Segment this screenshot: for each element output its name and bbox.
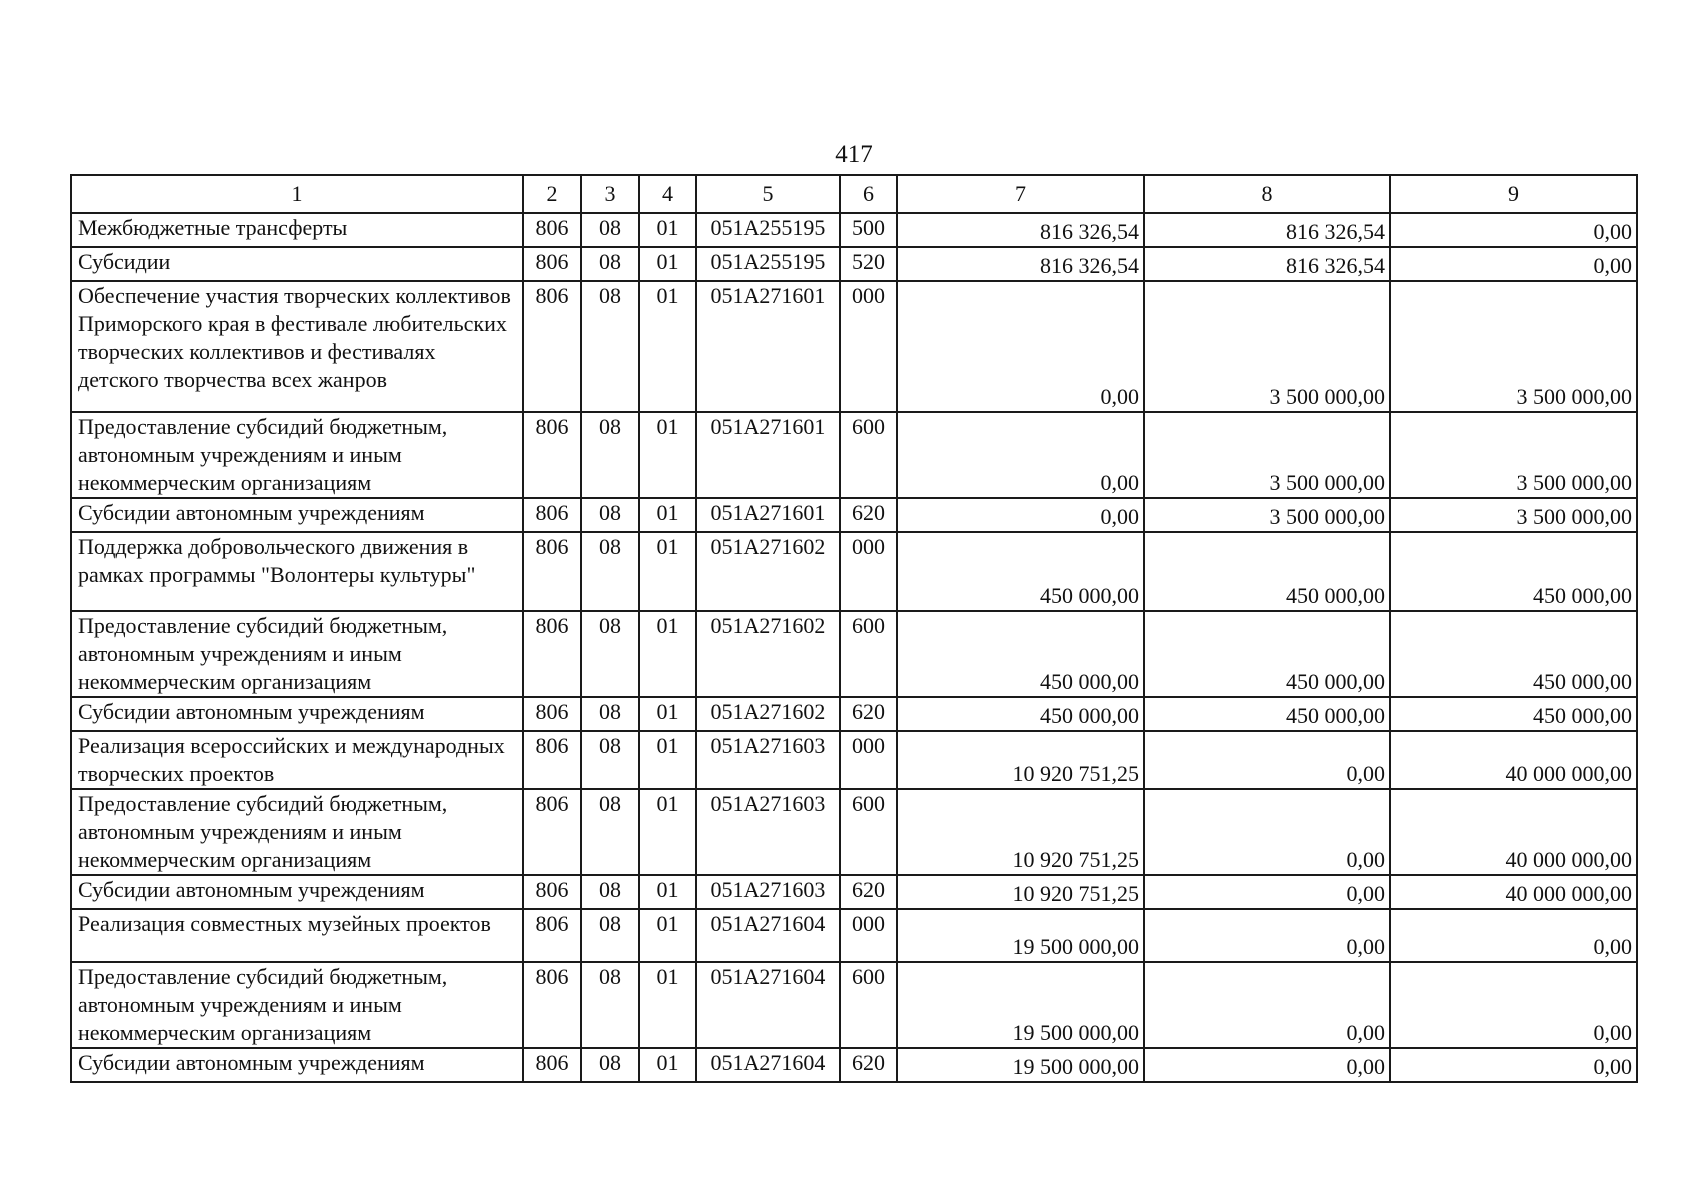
row-amount-8-cell: 3 500 000,00 [1144, 281, 1390, 412]
row-section-cell: 08 [581, 412, 639, 498]
row-section-cell: 08 [581, 213, 639, 247]
row-target-article-cell: 051A271601 [696, 498, 840, 532]
row-expense-type-cell: 500 [840, 213, 897, 247]
column-header: 2 [523, 175, 581, 213]
row-amount-7-cell: 19 500 000,00 [897, 1048, 1144, 1082]
row-code-cell: 806 [523, 1048, 581, 1082]
table-row [71, 962, 1637, 1048]
row-amount-8-cell: 0,00 [1144, 962, 1390, 1048]
row-amount-8-cell: 450 000,00 [1144, 532, 1390, 611]
row-amount-9-cell: 0,00 [1390, 247, 1637, 281]
row-section-cell: 08 [581, 1048, 639, 1082]
row-amount-9-cell: 450 000,00 [1390, 532, 1637, 611]
row-amount-8-cell: 3 500 000,00 [1144, 412, 1390, 498]
row-amount-7-cell: 19 500 000,00 [897, 909, 1144, 962]
row-amount-8-cell: 816 326,54 [1144, 213, 1390, 247]
table-row [71, 875, 1637, 909]
row-amount-8-cell: 0,00 [1144, 909, 1390, 962]
table-row [71, 789, 1637, 875]
row-target-article-cell: 051A271601 [696, 412, 840, 498]
row-section-cell: 08 [581, 909, 639, 962]
column-header: 9 [1390, 175, 1637, 213]
row-amount-8-cell: 0,00 [1144, 875, 1390, 909]
row-amount-9-cell: 40 000 000,00 [1390, 789, 1637, 875]
page-number: 417 [835, 141, 873, 168]
row-expense-type-cell: 620 [840, 498, 897, 532]
row-subsection-cell: 01 [639, 213, 696, 247]
row-section-cell: 08 [581, 532, 639, 611]
row-amount-9-cell: 0,00 [1390, 1048, 1637, 1082]
row-code-cell: 806 [523, 532, 581, 611]
row-amount-7-cell: 450 000,00 [897, 611, 1144, 697]
row-code-cell: 806 [523, 498, 581, 532]
row-subsection-cell: 01 [639, 731, 696, 789]
row-subsection-cell: 01 [639, 789, 696, 875]
column-header: 7 [897, 175, 1144, 213]
row-expense-type-cell: 600 [840, 962, 897, 1048]
row-target-article-cell: 051A271603 [696, 731, 840, 789]
row-name-cell: Субсидии автономным учреждениям [71, 875, 523, 909]
row-expense-type-cell: 620 [840, 875, 897, 909]
table-row [71, 611, 1637, 697]
row-name-cell: Предоставление субсидий бюджетным, автономным учреждениям и иным некоммерческим организациям [71, 789, 523, 875]
table-row [71, 731, 1637, 789]
row-target-article-cell: 051A271602 [696, 532, 840, 611]
row-amount-8-cell: 0,00 [1144, 731, 1390, 789]
column-header: 1 [71, 175, 523, 213]
row-amount-7-cell: 450 000,00 [897, 532, 1144, 611]
row-name-cell: Предоставление субсидий бюджетным, автономным учреждениям и иным некоммерческим организациям [71, 412, 523, 498]
row-section-cell: 08 [581, 247, 639, 281]
row-name-cell: Поддержка добровольческого движения в рамках программы "Волонтеры культуры" [71, 532, 523, 611]
row-subsection-cell: 01 [639, 909, 696, 962]
row-expense-type-cell: 000 [840, 281, 897, 412]
row-code-cell: 806 [523, 731, 581, 789]
row-name-cell: Субсидии автономным учреждениям [71, 498, 523, 532]
row-code-cell: 806 [523, 611, 581, 697]
row-expense-type-cell: 600 [840, 789, 897, 875]
row-amount-9-cell: 450 000,00 [1390, 697, 1637, 731]
row-code-cell: 806 [523, 412, 581, 498]
row-target-article-cell: 051A255195 [696, 213, 840, 247]
row-expense-type-cell: 000 [840, 532, 897, 611]
row-expense-type-cell: 620 [840, 697, 897, 731]
table-row [71, 247, 1637, 281]
column-header: 6 [840, 175, 897, 213]
row-subsection-cell: 01 [639, 247, 696, 281]
table-body [71, 213, 1637, 1082]
row-amount-7-cell: 816 326,54 [897, 213, 1144, 247]
row-target-article-cell: 051A271601 [696, 281, 840, 412]
row-target-article-cell: 051A271604 [696, 909, 840, 962]
row-code-cell: 806 [523, 962, 581, 1048]
row-name-cell: Предоставление субсидий бюджетным, автономным учреждениям и иным некоммерческим организациям [71, 611, 523, 697]
row-code-cell: 806 [523, 281, 581, 412]
table-row [71, 532, 1637, 611]
row-amount-7-cell: 0,00 [897, 281, 1144, 412]
row-subsection-cell: 01 [639, 962, 696, 1048]
row-expense-type-cell: 620 [840, 1048, 897, 1082]
row-amount-8-cell: 450 000,00 [1144, 697, 1390, 731]
row-expense-type-cell: 600 [840, 611, 897, 697]
row-amount-7-cell: 19 500 000,00 [897, 962, 1144, 1048]
column-header: 4 [639, 175, 696, 213]
row-section-cell: 08 [581, 281, 639, 412]
row-amount-7-cell: 0,00 [897, 498, 1144, 532]
row-amount-9-cell: 0,00 [1390, 213, 1637, 247]
row-target-article-cell: 051A271603 [696, 875, 840, 909]
row-target-article-cell: 051A271604 [696, 962, 840, 1048]
row-amount-7-cell: 450 000,00 [897, 697, 1144, 731]
row-amount-9-cell: 40 000 000,00 [1390, 731, 1637, 789]
row-code-cell: 806 [523, 247, 581, 281]
row-amount-8-cell: 816 326,54 [1144, 247, 1390, 281]
row-section-cell: 08 [581, 731, 639, 789]
row-amount-9-cell: 3 500 000,00 [1390, 281, 1637, 412]
table-row [71, 498, 1637, 532]
row-target-article-cell: 051A255195 [696, 247, 840, 281]
column-header: 5 [696, 175, 840, 213]
row-amount-9-cell: 0,00 [1390, 962, 1637, 1048]
row-name-cell: Реализация всероссийских и международных творческих проектов [71, 731, 523, 789]
row-code-cell: 806 [523, 909, 581, 962]
row-subsection-cell: 01 [639, 697, 696, 731]
row-amount-7-cell: 10 920 751,25 [897, 731, 1144, 789]
row-amount-7-cell: 10 920 751,25 [897, 875, 1144, 909]
row-amount-8-cell: 450 000,00 [1144, 611, 1390, 697]
row-target-article-cell: 051A271602 [696, 611, 840, 697]
column-header: 3 [581, 175, 639, 213]
row-amount-9-cell: 0,00 [1390, 909, 1637, 962]
row-name-cell: Межбюджетные трансферты [71, 213, 523, 247]
row-target-article-cell: 051A271603 [696, 789, 840, 875]
table-row [71, 213, 1637, 247]
row-amount-7-cell: 10 920 751,25 [897, 789, 1144, 875]
row-subsection-cell: 01 [639, 875, 696, 909]
row-name-cell: Субсидии [71, 247, 523, 281]
row-expense-type-cell: 000 [840, 909, 897, 962]
row-amount-7-cell: 816 326,54 [897, 247, 1144, 281]
budget-table [70, 174, 1638, 1083]
row-code-cell: 806 [523, 213, 581, 247]
row-code-cell: 806 [523, 875, 581, 909]
row-expense-type-cell: 000 [840, 731, 897, 789]
row-amount-8-cell: 0,00 [1144, 789, 1390, 875]
table-row [71, 281, 1637, 412]
row-name-cell: Обеспечение участия творческих коллективов Приморского края в фестивале любительских творческих коллективов и фестивалях детского творчества всех жанров [71, 281, 523, 412]
row-amount-9-cell: 40 000 000,00 [1390, 875, 1637, 909]
row-section-cell: 08 [581, 875, 639, 909]
row-amount-8-cell: 0,00 [1144, 1048, 1390, 1082]
table-row [71, 1048, 1637, 1082]
table-row [71, 909, 1637, 962]
row-code-cell: 806 [523, 789, 581, 875]
row-amount-8-cell: 3 500 000,00 [1144, 498, 1390, 532]
row-name-cell: Субсидии автономным учреждениям [71, 1048, 523, 1082]
row-amount-9-cell: 3 500 000,00 [1390, 498, 1637, 532]
row-name-cell: Реализация совместных музейных проектов [71, 909, 523, 962]
row-subsection-cell: 01 [639, 281, 696, 412]
row-target-article-cell: 051A271604 [696, 1048, 840, 1082]
header-row [71, 175, 1637, 213]
row-amount-9-cell: 3 500 000,00 [1390, 412, 1637, 498]
row-subsection-cell: 01 [639, 498, 696, 532]
row-code-cell: 806 [523, 697, 581, 731]
row-expense-type-cell: 600 [840, 412, 897, 498]
row-expense-type-cell: 520 [840, 247, 897, 281]
table-row [71, 697, 1637, 731]
row-section-cell: 08 [581, 611, 639, 697]
row-name-cell: Субсидии автономным учреждениям [71, 697, 523, 731]
row-subsection-cell: 01 [639, 532, 696, 611]
row-amount-9-cell: 450 000,00 [1390, 611, 1637, 697]
row-section-cell: 08 [581, 498, 639, 532]
row-target-article-cell: 051A271602 [696, 697, 840, 731]
row-subsection-cell: 01 [639, 611, 696, 697]
row-section-cell: 08 [581, 789, 639, 875]
row-amount-7-cell: 0,00 [897, 412, 1144, 498]
row-section-cell: 08 [581, 697, 639, 731]
table-row [71, 412, 1637, 498]
row-subsection-cell: 01 [639, 1048, 696, 1082]
row-section-cell: 08 [581, 962, 639, 1048]
column-header: 8 [1144, 175, 1390, 213]
row-subsection-cell: 01 [639, 412, 696, 498]
row-name-cell: Предоставление субсидий бюджетным, автономным учреждениям и иным некоммерческим организациям [71, 962, 523, 1048]
